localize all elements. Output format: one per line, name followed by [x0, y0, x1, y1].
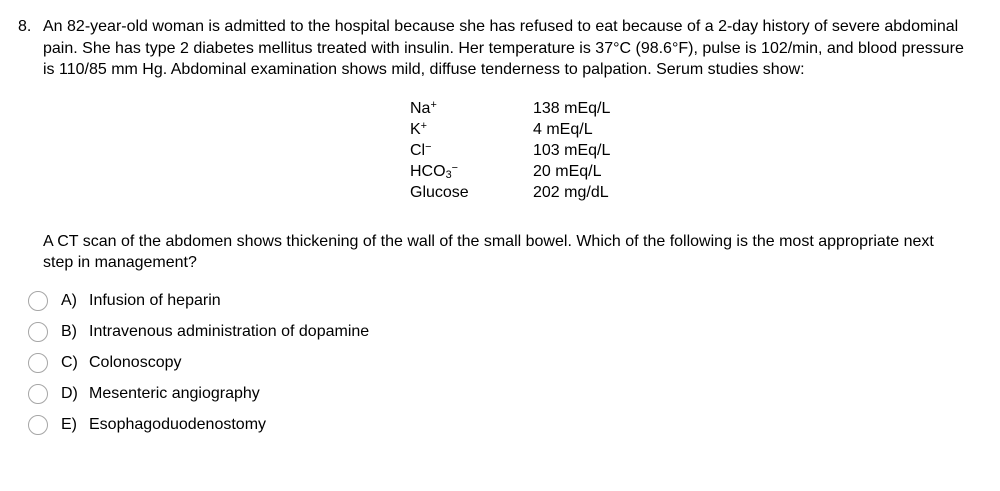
question-stem-row [18, 16, 975, 81]
option-label: Intravenous administration of dopamine [89, 323, 370, 341]
answer-options-list [18, 286, 975, 441]
option-row-e[interactable] [18, 410, 975, 441]
question-stem: An 82-year-old woman is admitted to the hospital because she has refused to eat because of a 2-day history of severe abdominal pain. She has type 2 diabetes mellitus treated with insulin. Her temperature is 37°C (98.6°F), pulse is 102/min, and blood pressure is 110/85 mm Hg. Abdominal examination shows mild, diffuse tenderness to palpation. Serum studies show: [43, 18, 964, 79]
option-letter: A) [61, 292, 77, 310]
lab-name: Glucose [410, 183, 469, 201]
lab-value: 103 mEq/L [533, 141, 611, 159]
option-letter: B) [61, 323, 77, 341]
option-row-b[interactable] [18, 317, 975, 348]
radio-button-icon[interactable] [28, 322, 48, 342]
option-label: Infusion of heparin [89, 292, 221, 310]
question-prompt: A CT scan of the abdomen shows thickening of the wall of the small bowel. Which of the following is the most appropriate next step in management? [43, 232, 934, 272]
lab-name: Na+ [410, 98, 437, 117]
option-letter: D) [61, 385, 78, 403]
question-number: 8. [18, 18, 32, 35]
option-label: Colonoscopy [89, 354, 182, 372]
lab-name: Cl− [410, 140, 432, 159]
lab-value: 20 mEq/L [533, 162, 602, 180]
lab-row [410, 98, 975, 119]
option-row-a[interactable] [18, 286, 975, 317]
lab-value: 138 mEq/L [533, 99, 611, 117]
lab-row [410, 140, 975, 161]
lab-row [410, 182, 975, 203]
lab-value: 202 mg/dL [533, 183, 609, 201]
lab-row [410, 119, 975, 140]
option-label: Mesenteric angiography [89, 385, 260, 403]
lab-name: K+ [410, 119, 428, 138]
lab-name: $HCO_3^-$ [410, 161, 458, 181]
serum-studies-table [410, 98, 975, 203]
radio-button-icon[interactable] [28, 291, 48, 311]
option-label: Esophagoduodenostomy [89, 416, 267, 434]
radio-button-icon[interactable] [28, 415, 48, 435]
lab-row [410, 161, 975, 182]
radio-button-icon[interactable] [28, 353, 48, 373]
option-row-d[interactable] [18, 379, 975, 410]
radio-button-icon[interactable] [28, 384, 48, 404]
option-letter: C) [61, 354, 78, 372]
option-row-c[interactable] [18, 348, 975, 379]
lab-value: 4 mEq/L [533, 120, 593, 138]
option-letter: E) [61, 416, 77, 434]
